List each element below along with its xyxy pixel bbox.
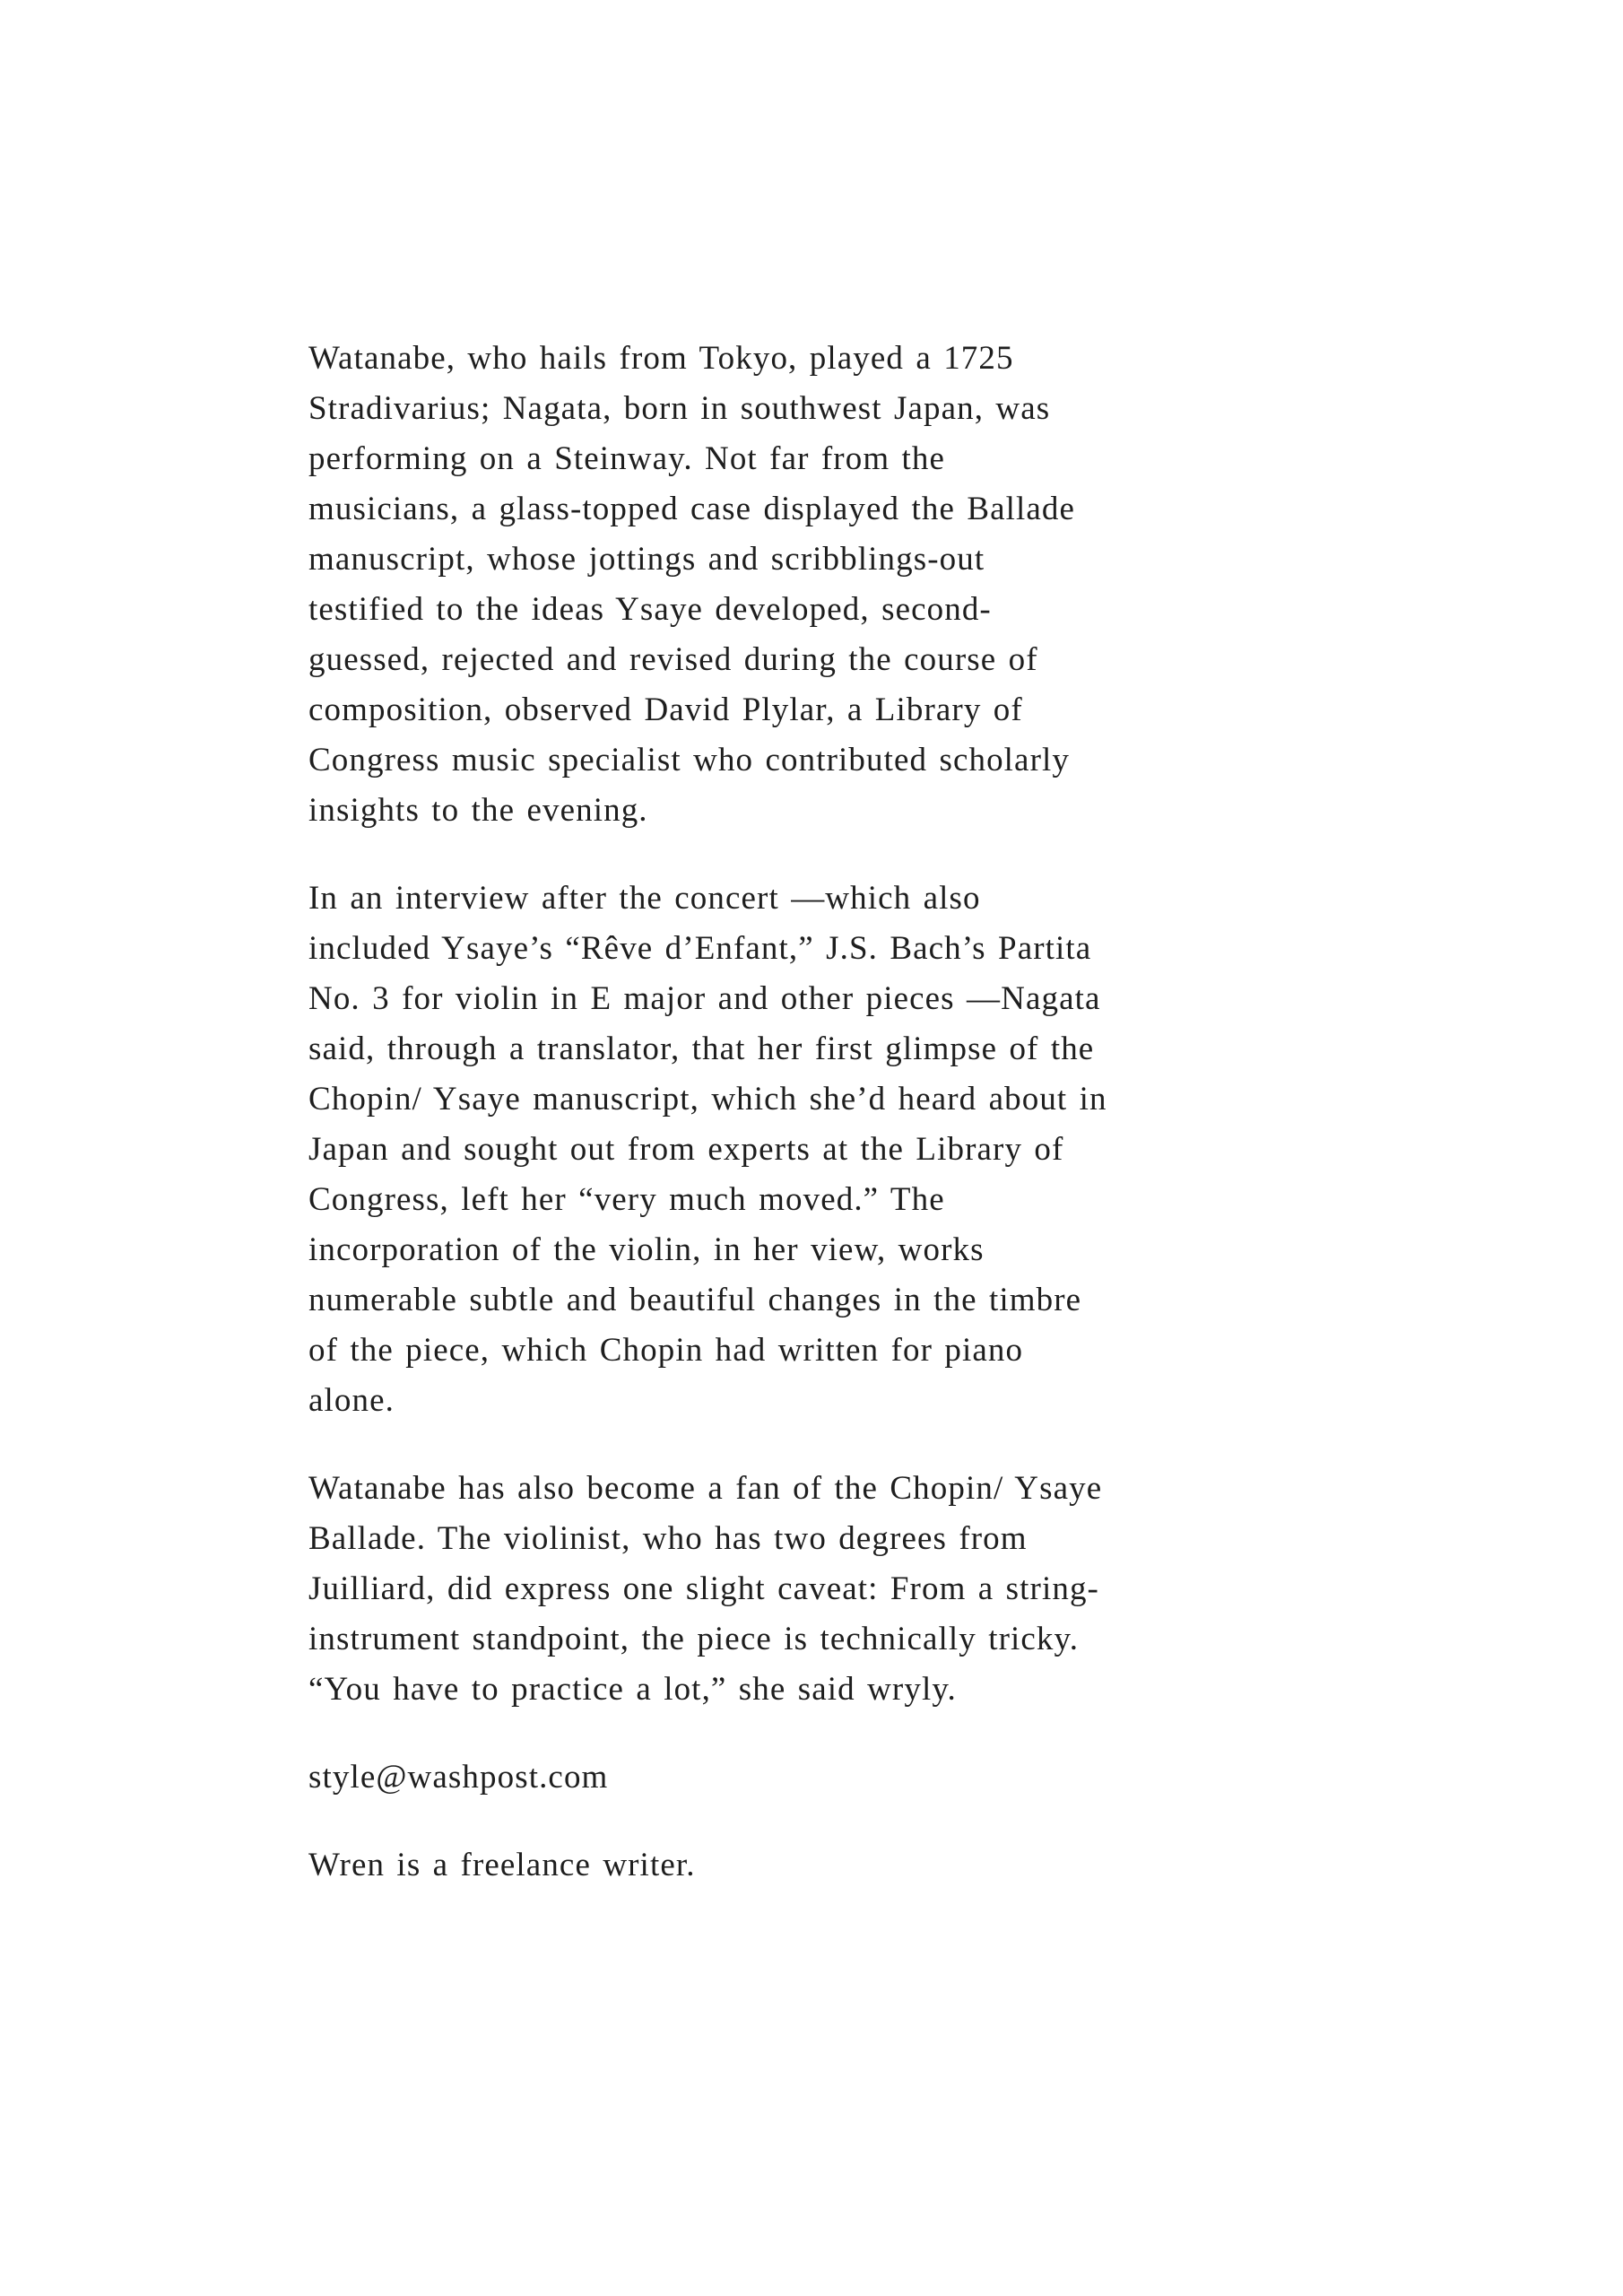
text-line: Stradivarius; Nagata, born in southwest Japan, was — [308, 390, 1051, 427]
text-line: In an interview after the concert —which also — [308, 880, 981, 917]
text-line: instrument standpoint, the piece is technically tricky. — [308, 1621, 1080, 1657]
text-line: Japan and sought out from experts at the Library of — [308, 1131, 1064, 1168]
text-line: insights to the evening. — [308, 792, 648, 829]
text-line: manuscript, whose jottings and scribblings-out — [308, 541, 985, 578]
text-line: Ballade. The violinist, who has two degrees from — [308, 1520, 1028, 1557]
author-note: Wren is a freelance writer. — [308, 1847, 696, 1883]
text-line: performing on a Steinway. Not far from the — [308, 440, 946, 477]
text-line: of the piece, which Chopin had written for piano — [308, 1332, 1024, 1369]
text-line: alone. — [308, 1382, 395, 1419]
text-line: musicians, a glass-topped case displayed the Ballade — [308, 491, 1076, 527]
text-line: Watanabe, who hails from Tokyo, played a 1725 — [308, 340, 1014, 377]
text-line: “You have to practice a lot,” she said wryly. — [308, 1671, 957, 1708]
paragraph-2 — [308, 874, 1304, 1426]
text-line: Chopin/ Ysaye manuscript, which she’d heard about in — [308, 1081, 1107, 1118]
text-line: Juilliard, did express one slight caveat: From a string- — [308, 1570, 1099, 1607]
text-line: Watanabe has also become a fan of the Chopin/ Ysaye — [308, 1470, 1103, 1507]
article-body — [308, 334, 1304, 1891]
text-line: incorporation of the violin, in her view, works — [308, 1231, 985, 1268]
contact-email: style@washpost.com — [308, 1759, 609, 1796]
text-line: numerable subtle and beautiful changes in the timbre — [308, 1282, 1082, 1318]
text-line: composition, observed David Plylar, a Library of — [308, 691, 1023, 728]
text-line: said, through a translator, that her first glimpse of the — [308, 1031, 1095, 1067]
text-line: included Ysaye’s “Rêve d’Enfant,” J.S. Bach’s Partita — [308, 930, 1092, 967]
text-line: Congress music specialist who contributed scholarly — [308, 742, 1070, 778]
text-line: guessed, rejected and revised during the course of — [308, 641, 1038, 678]
text-line: No. 3 for violin in E major and other pieces —Nagata — [308, 980, 1101, 1017]
paragraph-1 — [308, 334, 1304, 836]
text-line: testified to the ideas Ysaye developed, second- — [308, 591, 992, 628]
paragraph-3 — [308, 1464, 1304, 1715]
text-line: Congress, left her “very much moved.” The — [308, 1181, 945, 1218]
